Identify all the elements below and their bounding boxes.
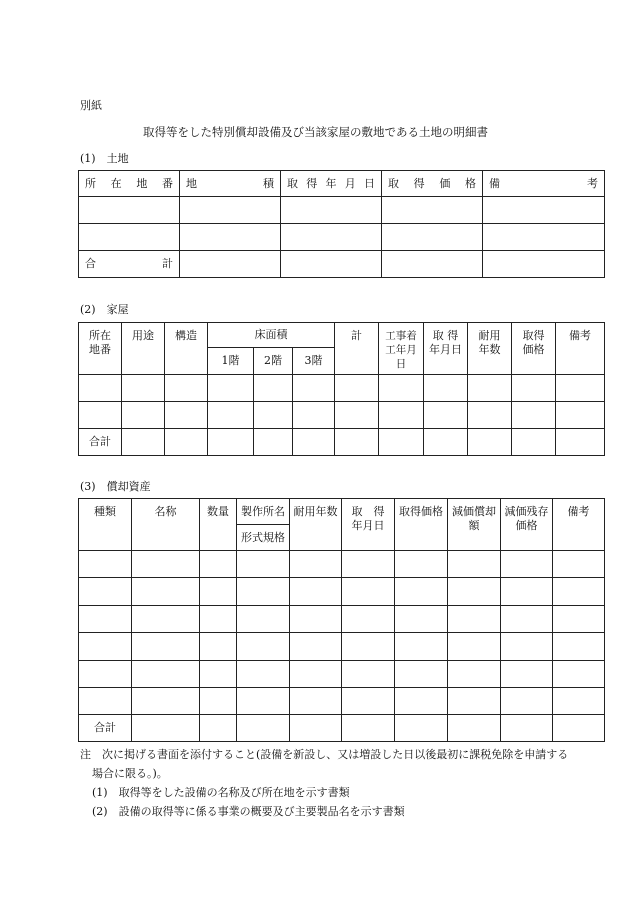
- asset-col-residual: 減価残存 価格: [501, 499, 553, 551]
- land-header-remarks: 備 考: [489, 176, 598, 190]
- asset-table: [78, 498, 605, 742]
- table-row: [79, 224, 605, 251]
- asset-col-type: 種類: [79, 499, 132, 551]
- building-total-row: [79, 429, 605, 456]
- asset-col-model: 形式規格: [237, 525, 290, 551]
- land-header-price: 取 得 価 格: [388, 176, 476, 190]
- asset-total-row: [79, 715, 605, 742]
- land-header-location: 所 在 地 番: [85, 176, 173, 190]
- building-col-floor-area: 床面積: [208, 323, 335, 348]
- building-floor-1: 1階: [208, 348, 254, 375]
- building-floor-3: 3階: [293, 348, 335, 375]
- land-total-row: [79, 251, 605, 278]
- building-col-acq-price: 取得 価格: [512, 323, 556, 375]
- table-row: [79, 578, 605, 606]
- land-header-area: 地 積: [186, 176, 274, 190]
- note-line-1: 注 次に掲げる書面を添付すること(設備を新設し、又は増設した日以後最初に課税免除を申請する: [80, 748, 569, 761]
- attachment-label: 別紙: [80, 99, 102, 112]
- building-table: [78, 322, 605, 456]
- table-row: [79, 606, 605, 633]
- building-header-row: [79, 323, 605, 348]
- building-col-location: 所在 地番: [79, 323, 122, 375]
- asset-header-row: [79, 499, 605, 525]
- building-col-construction: 工事着 工年月 日: [379, 323, 424, 375]
- building-col-structure: 構造: [165, 323, 208, 375]
- land-header-acq-date: 取 得 年 月 日: [287, 176, 375, 190]
- building-col-useful-life: 耐用 年数: [468, 323, 512, 375]
- asset-col-remarks: 備考: [553, 499, 605, 551]
- asset-col-maker: 製作所名: [237, 499, 290, 525]
- asset-col-dep-amount: 減価償却 額: [448, 499, 501, 551]
- table-row: [79, 375, 605, 402]
- table-row: [79, 633, 605, 661]
- note-item-1: (1) 取得等をした設備の名称及び所在地を示す書類: [92, 786, 350, 799]
- building-col-use: 用途: [122, 323, 165, 375]
- table-row: [79, 688, 605, 715]
- asset-col-acq-date: 取 得 年月日: [342, 499, 395, 551]
- building-col-remarks: 備考: [556, 323, 605, 375]
- table-row: [79, 197, 605, 224]
- note-item-2: (2) 設備の取得等に係る事業の概要及び主要製品名を示す書類: [92, 805, 405, 818]
- asset-col-price: 取得価格: [395, 499, 448, 551]
- section2-heading: (2) 家屋: [80, 303, 129, 316]
- table-row: [79, 661, 605, 688]
- building-total-label: 合計: [79, 429, 122, 456]
- section3-heading: (3) 償却資産: [80, 480, 151, 493]
- table-row: [79, 402, 605, 429]
- asset-col-life: 耐用年数: [290, 499, 342, 551]
- asset-col-name: 名称: [132, 499, 200, 551]
- section1-heading: (1) 土地: [80, 152, 129, 165]
- note-line-2: 場合に限る。)。: [92, 767, 168, 780]
- building-col-total: 計: [335, 323, 379, 375]
- building-floor-2: 2階: [254, 348, 293, 375]
- asset-total-label: 合計: [79, 715, 132, 742]
- land-header-row: [79, 171, 605, 197]
- table-row: [79, 551, 605, 578]
- land-total-label: 合 計: [85, 257, 173, 270]
- asset-col-qty: 数量: [200, 499, 237, 551]
- building-col-acq-date: 取 得 年月日: [424, 323, 468, 375]
- land-table: [78, 170, 605, 278]
- page-title: 取得等をした特別償却設備及び当該家屋の敷地である土地の明細書: [143, 125, 488, 139]
